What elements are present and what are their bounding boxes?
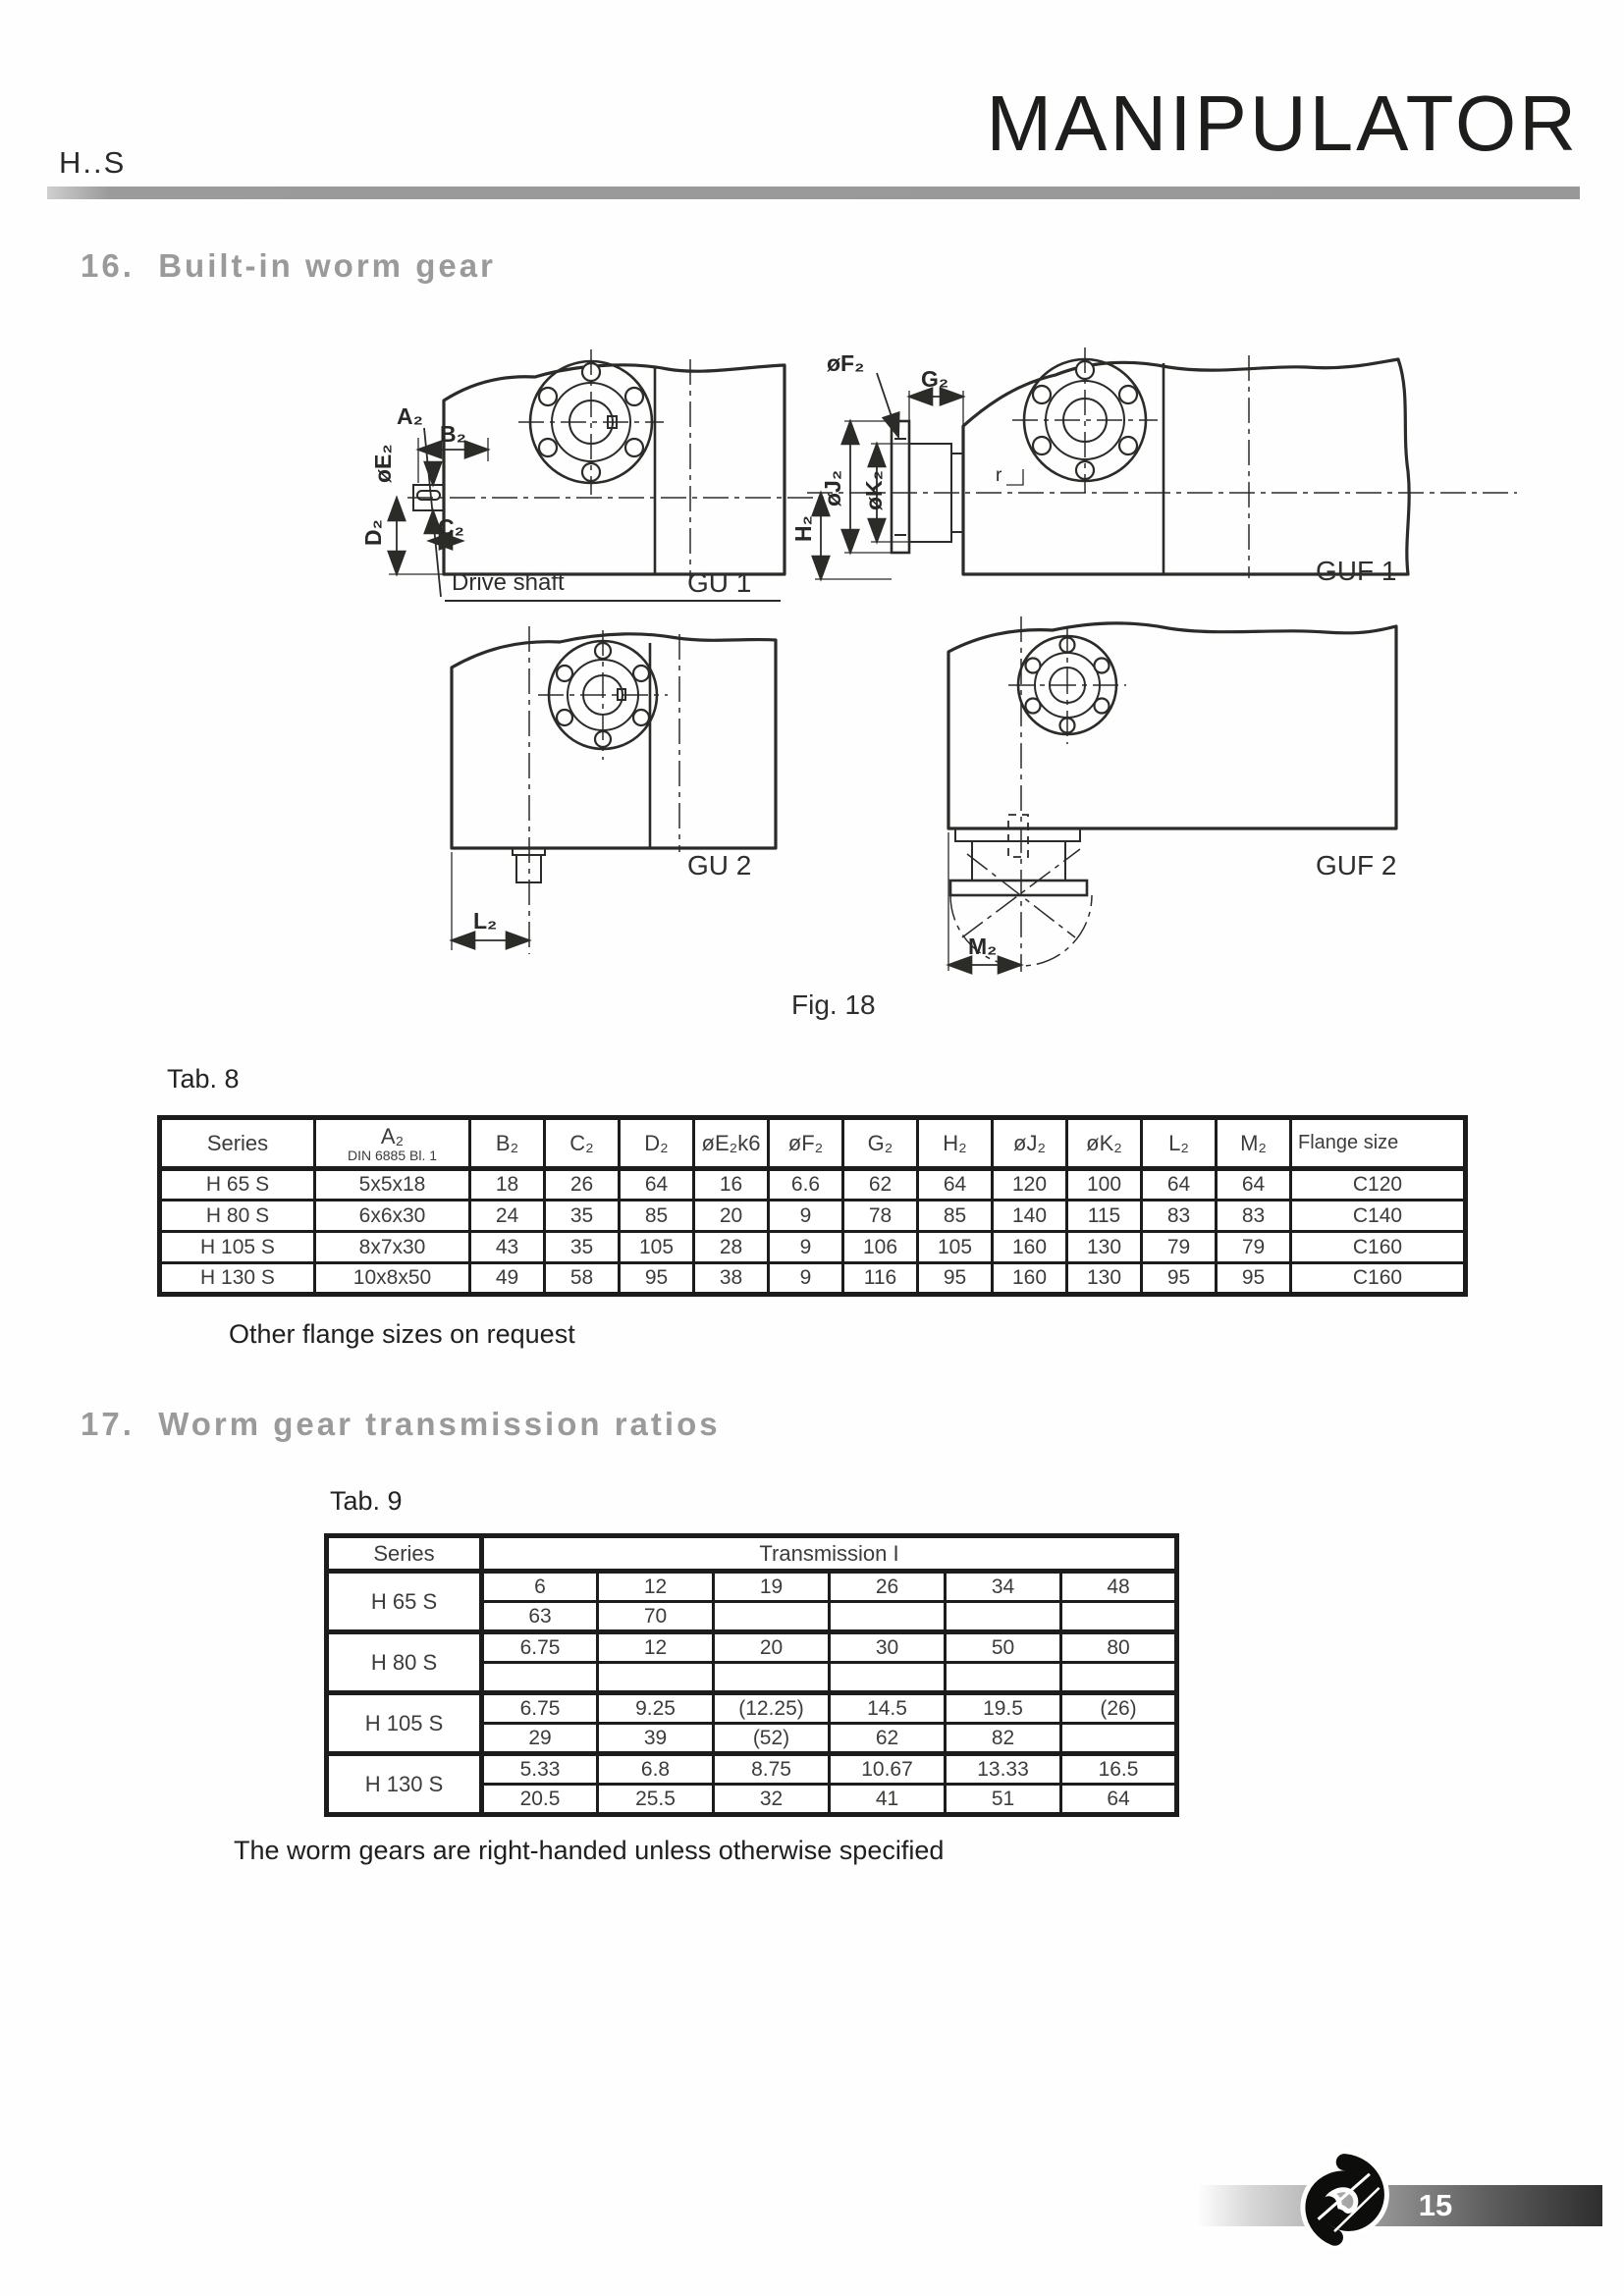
tab8-cell: 83: [1217, 1201, 1291, 1232]
tab9-cell: 41: [830, 1785, 946, 1815]
tab8-col-header: D₂: [620, 1118, 694, 1169]
tab9-cell: 25.5: [598, 1785, 714, 1815]
tab9-cell: 48: [1061, 1572, 1177, 1602]
tab8-cell: 9: [769, 1232, 843, 1263]
tab9-cell: 20: [714, 1632, 830, 1663]
tab9-cell: (12.25): [714, 1693, 830, 1724]
guf1-dim-f2: øF₂: [827, 350, 865, 376]
tab9-cell: 10.67: [830, 1754, 946, 1785]
tab8-cell: 49: [470, 1263, 545, 1295]
gu2-dim-l2: L₂: [473, 908, 498, 934]
gu1-dim-b2: B₂: [440, 421, 466, 447]
tab8-cell: 79: [1142, 1232, 1217, 1263]
tab8-cell: 28: [694, 1232, 769, 1263]
tab8-cell: H 80 S: [160, 1201, 315, 1232]
tab8-cell: H 105 S: [160, 1232, 315, 1263]
tab8-row: [160, 1201, 1466, 1232]
gu1-flange-front-view: [518, 349, 664, 495]
tab8-cell: 35: [545, 1201, 620, 1232]
tab8-col-header: øJ₂: [993, 1118, 1067, 1169]
tab9-cell: 29: [482, 1724, 598, 1754]
guf1-dim-r: r: [996, 465, 1002, 486]
tab9-cell: 82: [946, 1724, 1061, 1754]
tab9-cell: 8.75: [714, 1754, 830, 1785]
tab8-cell: 85: [620, 1201, 694, 1232]
tab9-cell: [830, 1602, 946, 1632]
tab9-cell: 5.33: [482, 1754, 598, 1785]
tab8-row: [160, 1169, 1466, 1201]
tab9-cell: [946, 1602, 1061, 1632]
tab8-cell: 116: [843, 1263, 918, 1295]
tab8-cell: 16: [694, 1169, 769, 1201]
tab8-cell: 105: [620, 1232, 694, 1263]
caption-gu2: GU 2: [687, 850, 752, 881]
tab8-col-header: C₂: [545, 1118, 620, 1169]
tab8-cell: C160: [1291, 1263, 1466, 1295]
tab8-col-header: A₂ DIN 6885 Bl. 1: [315, 1118, 470, 1169]
drawing-gu1: [360, 349, 830, 601]
tab8-cell: 130: [1067, 1232, 1142, 1263]
tab8-col-header: G₂: [843, 1118, 918, 1169]
tab8-cell: 95: [918, 1263, 993, 1295]
tab8-cell: 64: [1142, 1169, 1217, 1201]
tab8-cell: 79: [1217, 1232, 1291, 1263]
guf2-dim-m2: M₂: [968, 934, 998, 959]
drawing-guf2: [948, 616, 1396, 972]
tab8-cell: 43: [470, 1232, 545, 1263]
section-16-heading: 16. Built-in worm gear: [81, 247, 496, 284]
tab8-cell: 78: [843, 1201, 918, 1232]
tab9-row: [327, 1572, 1177, 1602]
drive-shaft-callout: Drive shaft: [452, 569, 565, 596]
guf1-dim-h2: H₂: [790, 515, 816, 542]
tab9-row: [327, 1693, 1177, 1724]
gu1-dim-e2: øE₂: [370, 444, 396, 483]
tab9-label: Tab. 9: [330, 1486, 403, 1516]
guf1-dim-g2: G₂: [921, 366, 949, 392]
tab8-cell: 95: [1142, 1263, 1217, 1295]
drawing-guf1: [790, 347, 1517, 579]
tab8-cell: C120: [1291, 1169, 1466, 1201]
caption-guf2: GUF 2: [1316, 850, 1397, 881]
tab9-series-cell: H 80 S: [327, 1632, 482, 1693]
caption-gu1: GU 1: [687, 567, 752, 598]
tab8-cell: H 65 S: [160, 1169, 315, 1201]
tab8-cell: 100: [1067, 1169, 1142, 1201]
tab9-cell: 70: [598, 1602, 714, 1632]
tab8-cell: 85: [918, 1201, 993, 1232]
model-code: H..S: [59, 145, 127, 180]
tab9-cell: 12: [598, 1632, 714, 1663]
tab9-cell: 6: [482, 1572, 598, 1602]
tab8-header-row: [160, 1118, 1466, 1169]
tab8-cell: 106: [843, 1232, 918, 1263]
brand-knot-logo-icon: [1292, 2144, 1394, 2252]
tab9-cell: 20.5: [482, 1785, 598, 1815]
tab9-cell: [714, 1663, 830, 1693]
tab9-cell: 62: [830, 1724, 946, 1754]
tab8-col-header: L₂: [1142, 1118, 1217, 1169]
tab8-cell: 9: [769, 1263, 843, 1295]
tab9-cell: 30: [830, 1632, 946, 1663]
tab9-cell: 80: [1061, 1632, 1177, 1663]
brand-title: MANIPULATOR: [986, 80, 1579, 167]
tab8-cell: 160: [993, 1232, 1067, 1263]
tab8-cell: 64: [918, 1169, 993, 1201]
tab8-col-header: B₂: [470, 1118, 545, 1169]
footer-bar: [1196, 2185, 1602, 2226]
tab9-cell: (52): [714, 1724, 830, 1754]
caption-guf1: GUF 1: [1316, 556, 1397, 586]
tab8-row: [160, 1232, 1466, 1263]
guf2-flange-front-view: [1008, 626, 1126, 744]
tab9-row: [327, 1754, 1177, 1785]
flange-note: Other flange sizes on request: [229, 1319, 575, 1349]
tab9-cell: (26): [1061, 1693, 1177, 1724]
tab9-row: [327, 1632, 1177, 1663]
tab9-series-cell: H 105 S: [327, 1693, 482, 1754]
tab9-cell: [714, 1602, 830, 1632]
tab8-cell: 18: [470, 1169, 545, 1201]
tab8-col-header: Series: [160, 1118, 315, 1169]
tab9-cell: [1061, 1663, 1177, 1693]
header-rule: [47, 187, 1580, 199]
tab8-cell: 160: [993, 1263, 1067, 1295]
tab9-cell: 16.5: [1061, 1754, 1177, 1785]
tab9-cell: 19.5: [946, 1693, 1061, 1724]
tab8-cell: 10x8x50: [315, 1263, 470, 1295]
gu1-dim-d2: D₂: [360, 519, 386, 546]
gu2-flange-front-view: [538, 630, 668, 760]
tab9-cell: [946, 1663, 1061, 1693]
tab8-cell: 6x6x30: [315, 1201, 470, 1232]
worm-gear-note: The worm gears are right-handed unless otherwise specified: [234, 1836, 945, 1865]
tab8-cell: 62: [843, 1169, 918, 1201]
tab8-cell: 83: [1142, 1201, 1217, 1232]
section-17-heading: 17. Worm gear transmission ratios: [81, 1406, 721, 1442]
tab8-cell: 26: [545, 1169, 620, 1201]
tab8-cell: C140: [1291, 1201, 1466, 1232]
tab9-header-row: [327, 1536, 1177, 1572]
figure-caption: Fig. 18: [791, 989, 876, 1020]
tab9-cell: 63: [482, 1602, 598, 1632]
tab8-cell: C160: [1291, 1232, 1466, 1263]
tab9-transmission-table: [324, 1533, 1179, 1817]
guf1-dim-j2: øJ₂: [820, 469, 845, 507]
gu1-dim-c2: C₂: [438, 514, 464, 540]
tab8-col-header: Flange size: [1291, 1118, 1466, 1169]
tab9-transmission-header: Transmission I: [482, 1536, 1177, 1572]
tab9-cell: 26: [830, 1572, 946, 1602]
tab9-cell: 34: [946, 1572, 1061, 1602]
tab8-col-header: M₂: [1217, 1118, 1291, 1169]
tab9-cell: 6.75: [482, 1632, 598, 1663]
tab8-cell: 105: [918, 1232, 993, 1263]
tab9-cell: [1061, 1724, 1177, 1754]
gu1-dim-a2: A₂: [397, 403, 423, 429]
guf1-dim-k2: øK₂: [861, 470, 887, 510]
tab9-cell: 13.33: [946, 1754, 1061, 1785]
tab9-series-cell: H 130 S: [327, 1754, 482, 1815]
tab8-cell: 6.6: [769, 1169, 843, 1201]
tab9-cell: 64: [1061, 1785, 1177, 1815]
guf1-flange-front-view: [1012, 347, 1158, 493]
tab8-col-header: øF₂: [769, 1118, 843, 1169]
tab8-cell: 20: [694, 1201, 769, 1232]
tab8-cell: 35: [545, 1232, 620, 1263]
tab9-cell: [1061, 1602, 1177, 1632]
tab9-cell: [482, 1663, 598, 1693]
tab8-cell: 140: [993, 1201, 1067, 1232]
tab9-cell: 6.8: [598, 1754, 714, 1785]
tab9-cell: 51: [946, 1785, 1061, 1815]
tab9-cell: 9.25: [598, 1693, 714, 1724]
tab9-cell: [598, 1663, 714, 1693]
tab8-label: Tab. 8: [167, 1064, 240, 1094]
tab9-series-cell: H 65 S: [327, 1572, 482, 1632]
tab8-cell: 95: [1217, 1263, 1291, 1295]
tab9-cell: 50: [946, 1632, 1061, 1663]
tab8-cell: 115: [1067, 1201, 1142, 1232]
tab8-cell: 58: [545, 1263, 620, 1295]
tab8-col-header: H₂: [918, 1118, 993, 1169]
tab8-row: [160, 1263, 1466, 1295]
tab8-cell: 95: [620, 1263, 694, 1295]
tab8-cell: 38: [694, 1263, 769, 1295]
tab9-cell: 19: [714, 1572, 830, 1602]
page-number: 15: [1418, 2188, 1453, 2222]
tab8-cell: 120: [993, 1169, 1067, 1201]
tab8-cell: H 130 S: [160, 1263, 315, 1295]
tab9-cell: 39: [598, 1724, 714, 1754]
tab9-cell: 32: [714, 1785, 830, 1815]
tab9-cell: 12: [598, 1572, 714, 1602]
drawing-gu2: [452, 626, 776, 954]
tab9-series-header: Series: [327, 1536, 482, 1572]
tab8-cell: 5x5x18: [315, 1169, 470, 1201]
tab8-dimensions-table: [157, 1115, 1468, 1297]
tab8-cell: 130: [1067, 1263, 1142, 1295]
tab8-cell: 64: [1217, 1169, 1291, 1201]
tab8-cell: 8x7x30: [315, 1232, 470, 1263]
tab8-col-header: øE₂k6: [694, 1118, 769, 1169]
tab9-cell: [830, 1663, 946, 1693]
tab8-col-header: øK₂: [1067, 1118, 1142, 1169]
tab9-cell: 14.5: [830, 1693, 946, 1724]
tab9-cell: 6.75: [482, 1693, 598, 1724]
tab8-cell: 64: [620, 1169, 694, 1201]
tab8-cell: 24: [470, 1201, 545, 1232]
tab8-cell: 9: [769, 1201, 843, 1232]
